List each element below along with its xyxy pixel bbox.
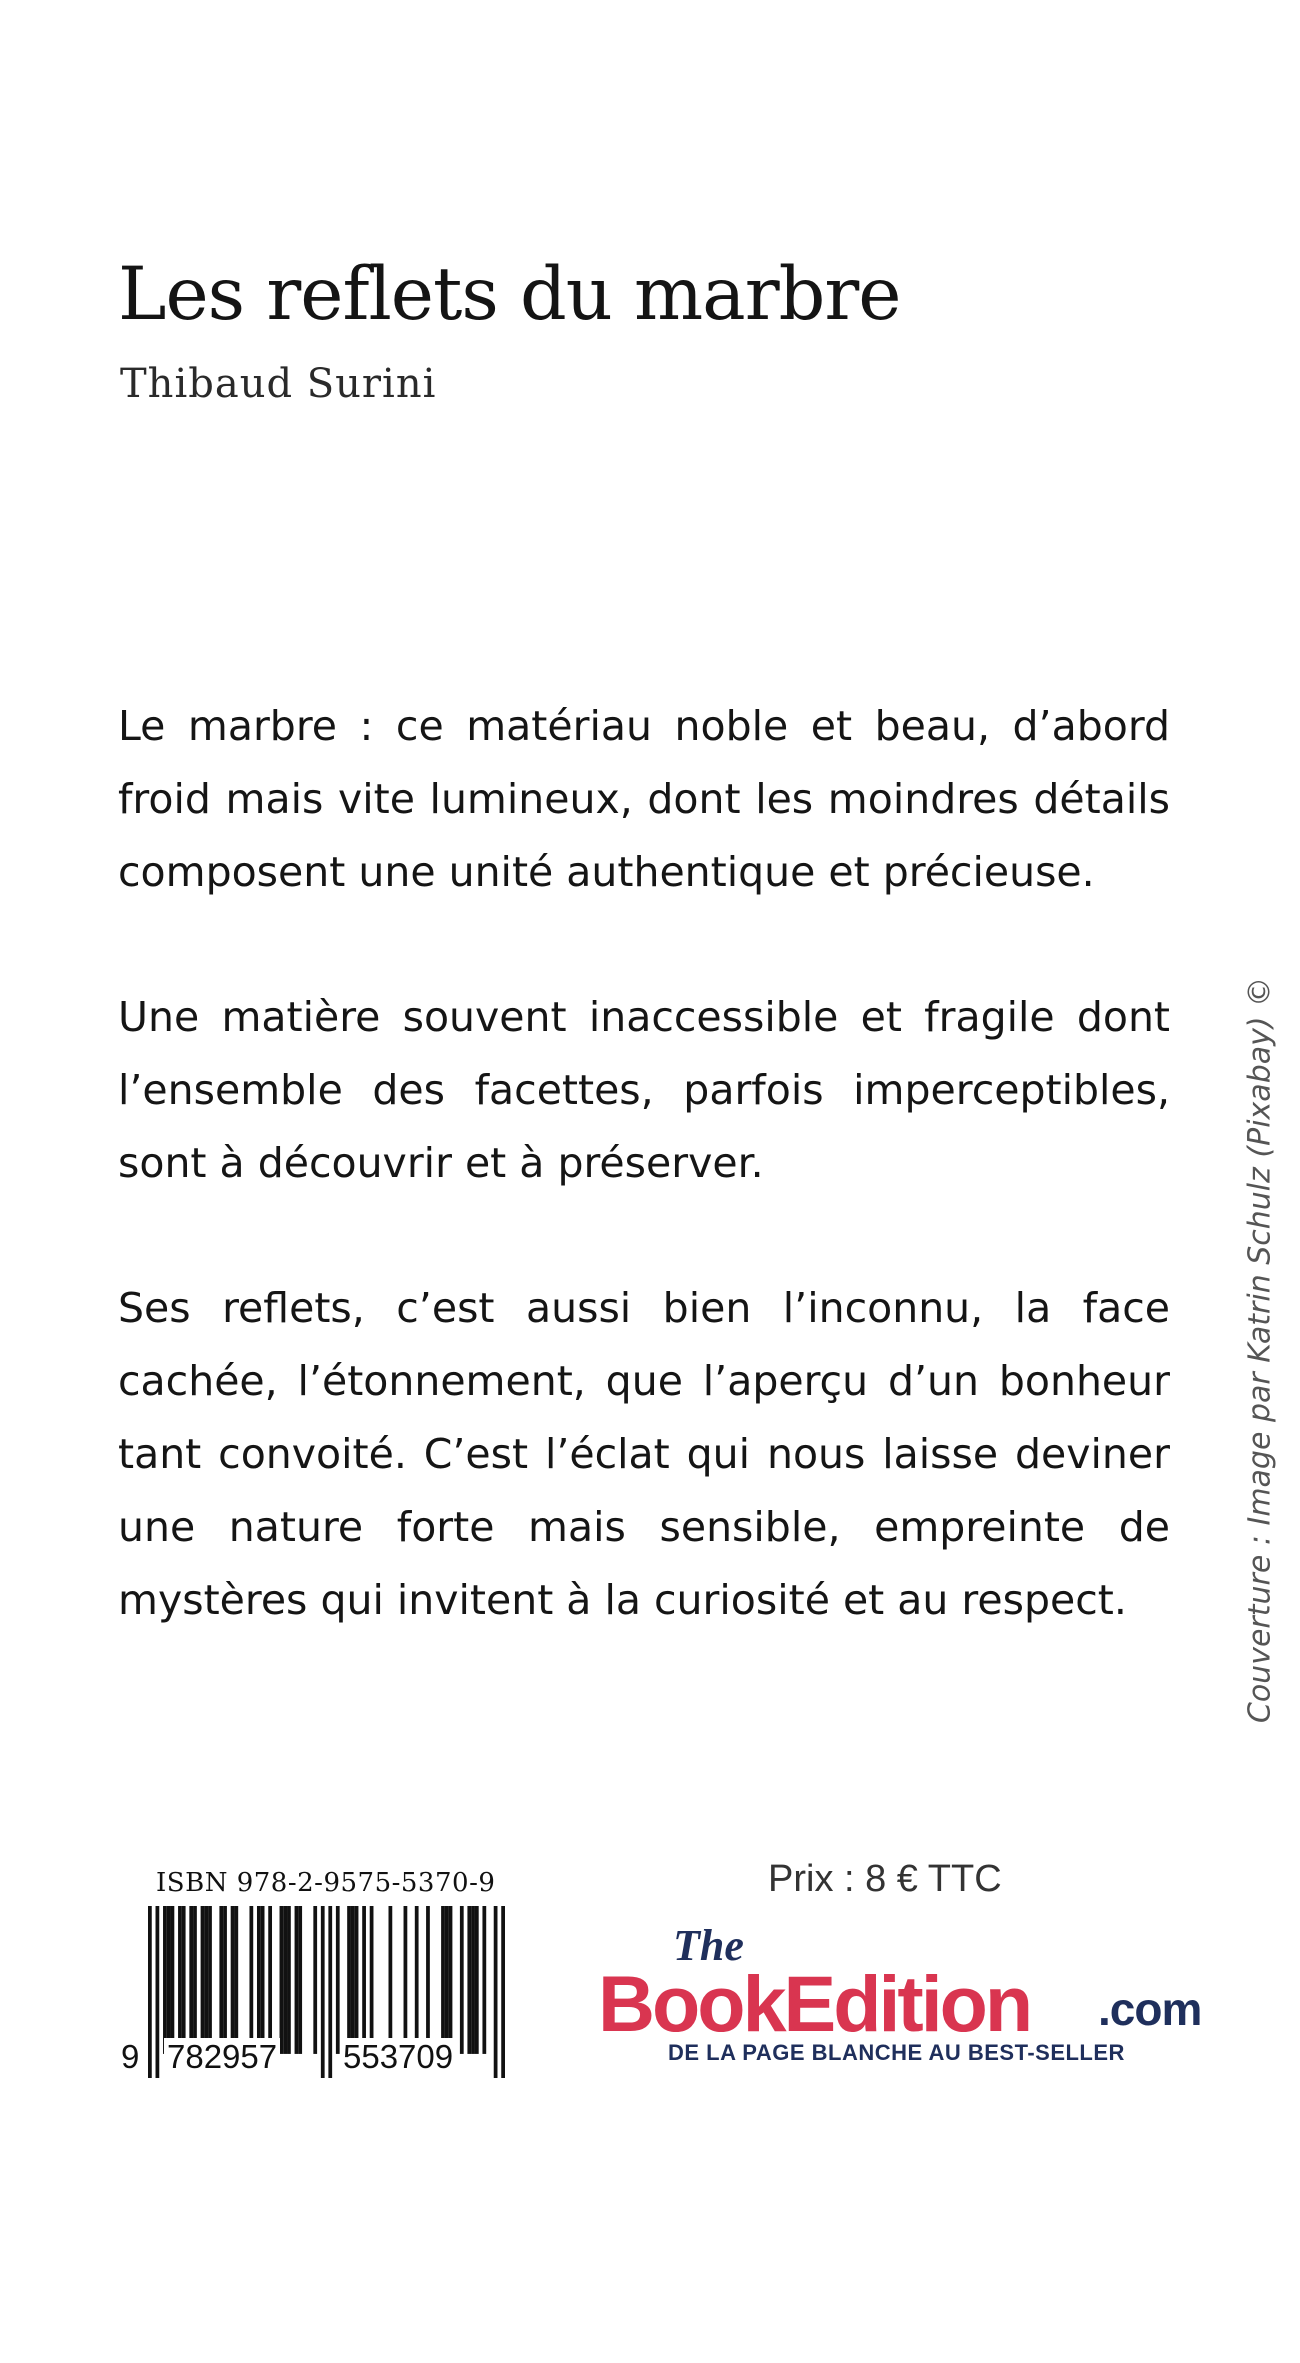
isbn-label: ISBN 978-2-9575-5370-9 — [156, 1868, 496, 1898]
barcode-bar — [328, 1906, 332, 2078]
barcode-bar — [313, 1906, 317, 2054]
cover-credit: Couverture : Image par Katrin Schulz (Pixabay) © — [1242, 976, 1278, 1724]
barcode-bar — [189, 1906, 193, 2054]
barcode-bar — [321, 1906, 325, 2078]
logo-the: The — [673, 1921, 744, 1970]
barcode-bar — [287, 1906, 291, 2054]
barcode-bar — [182, 1906, 186, 2054]
barcode-bar — [362, 1906, 366, 2054]
barcode-bar — [156, 1906, 160, 2078]
barcode-bar — [167, 1906, 171, 2054]
barcode-bar — [280, 1906, 284, 2054]
blurb — [118, 690, 1170, 1709]
barcode-bar — [178, 1906, 182, 2054]
barcode-bar — [404, 1906, 408, 2054]
blurb-paragraph: Ses reflets, c’est aussi bien l’inconnu, la face cachée, l’étonnement, que l’aperçu d’un bonheur tant convoité. C’est l’éclat qui nous laisse deviner une nature forte mais sensible, empreinte de mystères qui invitent à la curiosité et au respect. — [118, 1284, 1170, 1624]
barcode-bar — [298, 1906, 302, 2054]
isbn-barcode — [118, 1868, 513, 2088]
barcode-bar — [257, 1906, 261, 2054]
barcode-bar — [441, 1906, 445, 2054]
barcode-bar — [336, 1906, 340, 2054]
barcode-bar — [351, 1906, 355, 2054]
barcode-bar — [389, 1906, 393, 2054]
barcode-bar — [482, 1906, 486, 2054]
barcode-bar — [193, 1906, 197, 2054]
barcode-bar — [204, 1906, 208, 2054]
barcode-bar — [426, 1906, 430, 2054]
logo-tagline: DE LA PAGE BLANCHE AU BEST-SELLER — [668, 2040, 1125, 2065]
blurb-paragraph: Le marbre : ce matériau noble et beau, d’abord froid mais vite lumineux, dont les moindres détails composent une unité authentique et précieuse. — [118, 702, 1170, 896]
barcode-bar — [201, 1906, 205, 2054]
logo-suffix: .com — [1098, 1983, 1202, 2035]
barcode-digit-group: 9 — [118, 2038, 142, 2076]
logo-name: BookEdition — [598, 1959, 1031, 2048]
book-title: Les reflets du marbre — [118, 252, 901, 337]
barcode-bar — [501, 1906, 505, 2078]
barcode-bar — [268, 1906, 272, 2054]
barcode-digit-group: 553709 — [340, 2038, 456, 2076]
barcode-bar — [219, 1906, 223, 2054]
barcode-bar — [249, 1906, 253, 2054]
barcode-bar — [415, 1906, 419, 2054]
barcode-bar — [208, 1906, 212, 2054]
barcode-bar — [445, 1906, 449, 2054]
book-author: Thibaud Surini — [120, 361, 437, 407]
barcode-digit-group: 782957 — [164, 2038, 280, 2076]
barcode-bar — [295, 1906, 299, 2054]
barcode-bar — [234, 1906, 238, 2054]
barcode-bar — [370, 1906, 374, 2054]
price-label: Prix : 8 € TTC — [768, 1858, 1002, 1900]
barcode-bar — [494, 1906, 498, 2078]
barcode-bar — [171, 1906, 175, 2054]
barcode-bar — [223, 1906, 227, 2054]
barcode-bar — [475, 1906, 479, 2054]
barcode-bar — [467, 1906, 471, 2054]
barcode-bar — [163, 1906, 167, 2054]
barcode-bar — [471, 1906, 475, 2054]
barcode-bar — [449, 1906, 453, 2054]
barcode-bar — [460, 1906, 464, 2054]
barcode-bar — [231, 1906, 235, 2054]
barcode-bar — [261, 1906, 265, 2054]
publisher-logo — [598, 1920, 1210, 2075]
barcode-bar — [283, 1906, 287, 2054]
blurb-paragraph: Une matière souvent inaccessible et fragile dont l’ensemble des facettes, parfois imperceptibles, sont à découvrir et à préserver. — [118, 993, 1170, 1187]
barcode-bar — [347, 1906, 351, 2054]
barcode-bar — [148, 1906, 152, 2078]
barcode-bar — [355, 1906, 359, 2054]
